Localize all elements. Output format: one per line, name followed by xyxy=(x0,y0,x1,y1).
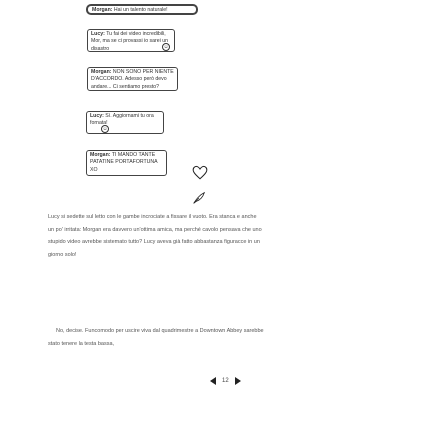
message-bubble-morgan-2 xyxy=(87,67,178,91)
message-sender: Morgan: xyxy=(90,152,111,158)
heart-icon xyxy=(191,163,209,181)
pagination xyxy=(210,377,241,385)
message-bubble-morgan-3 xyxy=(86,150,167,176)
quill-icon xyxy=(191,190,207,206)
message-text: TI MANDO TANTE PATATINE PORTAFORTUNA XO xyxy=(90,152,158,173)
previous-page-icon[interactable] xyxy=(210,377,216,385)
smile-emoji-icon: ☺ xyxy=(163,44,169,50)
message-text: Sì. Aggiornami tu ora fornata! xyxy=(90,113,154,127)
message-bubble-lucy-2 xyxy=(86,111,164,134)
message-sender: Lucy: xyxy=(91,31,105,37)
story-paragraph-1: Lucy si sedette sul letto con le gambe incrociate a fissare il vuoto. Era stanca e anche un po' irritata: Morgan era davvero un'ottima amica, ma perché cavolo pensava che uno stupido video avrebbe sistemato tutto? Lucy aveva già fatto abbastanza figuracce in un giorno solo! xyxy=(48,214,262,258)
message-text: NON SONO PER NIENTE D'ACCORDO. Adesso però devo andare... Ci sentiamo presto? xyxy=(91,69,174,90)
next-page-icon[interactable] xyxy=(235,377,241,385)
page-number: 12 xyxy=(222,378,229,384)
message-sender: Lucy: xyxy=(90,113,104,119)
message-text: Tu fai dei video incredibili, Mor, ma se ci provassi io sarei un disastro xyxy=(91,31,168,52)
story-paragraph-2: No, decise. Funcomodo per uscire viva dal quadrimestre a Downtown Abbey sarebbe stato tenere la testa bassa, xyxy=(48,328,264,347)
message-sender: Morgan: xyxy=(92,7,113,13)
message-bubble-morgan-1 xyxy=(86,4,198,15)
message-sender: Morgan: xyxy=(91,69,112,75)
message-text: Hai un talento naturale! xyxy=(113,7,168,13)
smile-emoji-icon: ☺ xyxy=(102,126,108,132)
